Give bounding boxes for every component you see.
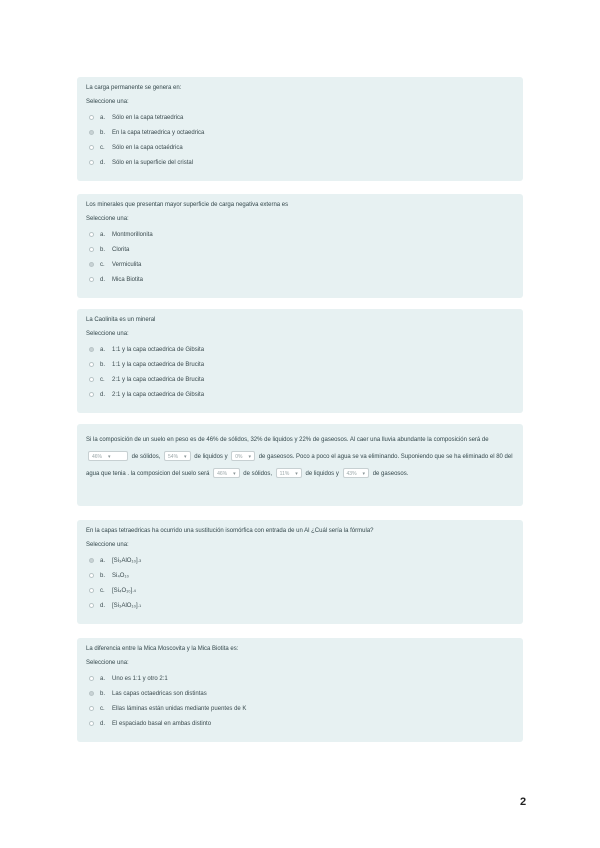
option-d[interactable]: d. 2:1 y la capa octaedrica de Gibsita (86, 387, 514, 402)
radio-button-selected[interactable] (89, 691, 94, 696)
chevron-down-icon: ▾ (233, 471, 236, 478)
option-d[interactable]: d. [Si₃AlO₁₀] -1 (86, 598, 514, 613)
page-number: 2 (520, 796, 527, 808)
option-c[interactable]: c. Vermiculita (86, 257, 514, 272)
question-text: La carga permanente se genera en: (86, 85, 182, 91)
question-card-1 (77, 77, 523, 181)
radio-button[interactable] (89, 160, 94, 165)
select-dropdown[interactable]: 43% ▾ (343, 468, 370, 478)
select-prompt: Seleccione una: (86, 99, 129, 105)
option-c[interactable]: c. Sólo en la capa octaédrica (86, 140, 514, 155)
option-c[interactable]: c. [Si₄O₁₀] -4 (86, 583, 514, 598)
radio-button[interactable] (89, 247, 94, 252)
question-card-4 (77, 424, 523, 506)
chevron-down-icon: ▾ (362, 471, 366, 478)
chevron-down-icon: ▾ (108, 454, 111, 461)
question-card-5 (77, 520, 523, 624)
radio-button[interactable] (89, 115, 94, 120)
radio-button-selected[interactable] (89, 262, 94, 267)
option-c[interactable]: c. Ellas láminas están unidas mediante puentes de K (86, 701, 514, 716)
select-prompt: Seleccione una: (86, 331, 129, 337)
option-c[interactable]: c. 2:1 y la capa octaedrica de Brucita (86, 372, 514, 387)
option-a[interactable]: a. Montmorillonita (86, 227, 514, 242)
radio-button-selected[interactable] (89, 130, 94, 135)
option-b[interactable]: b. 1:1 y la capa octaedrica de Brucita (86, 357, 514, 372)
radio-button[interactable] (89, 232, 94, 237)
radio-button[interactable] (89, 377, 94, 382)
question-text: La diferencia entre la Mica Moscovita y la Mica Biotita es: (86, 646, 239, 652)
select-prompt: Seleccione una: (86, 660, 129, 666)
select-prompt: Seleccione una: (86, 216, 129, 222)
radio-button[interactable] (89, 588, 94, 593)
option-b[interactable]: b. Si₄O₁₀ (86, 568, 514, 583)
option-b[interactable]: b. Las capas octaedricas son distintas (86, 686, 514, 701)
question-card-3 (77, 309, 523, 413)
radio-button[interactable] (89, 145, 94, 150)
option-d[interactable]: d. Mica Biotita (86, 272, 514, 287)
radio-button[interactable] (89, 573, 94, 578)
radio-button-selected[interactable] (89, 558, 94, 563)
option-a[interactable]: a. Uno es 1:1 y otro 2:1 (86, 671, 514, 686)
select-dropdown[interactable]: 46% ▾ (213, 468, 240, 478)
radio-button[interactable] (89, 721, 94, 726)
radio-button-selected[interactable] (89, 347, 94, 352)
question-text: En la capas tetraedricas ha ocurrido una sustitución isomórfica con entrada de un Al ¿Cuál sería la fórmula? (86, 528, 374, 534)
question-card-6 (77, 638, 523, 742)
select-prompt: Seleccione una: (86, 542, 129, 548)
chevron-down-icon: ▾ (295, 471, 298, 478)
radio-button[interactable] (89, 277, 94, 282)
radio-button[interactable] (89, 676, 94, 681)
radio-button[interactable] (89, 603, 94, 608)
chevron-down-icon: ▾ (184, 454, 187, 461)
question-card-2 (77, 194, 523, 298)
select-dropdown[interactable]: 11% ▾ (276, 468, 302, 478)
radio-button[interactable] (89, 362, 94, 367)
question-text: Los minerales que presentan mayor superficie de carga negativa externa es (86, 202, 289, 208)
option-a[interactable]: a. Sólo en la capa tetraedrica (86, 110, 514, 125)
select-dropdown[interactable]: 46% ▾ (88, 451, 128, 461)
option-a[interactable]: a. 1:1 y la capa octaedrica de Gibsita (86, 342, 514, 357)
option-d[interactable]: d. Sólo en la superficie del cristal (86, 155, 514, 170)
option-b[interactable]: b. En la capa tetraedrica y octaedrica (86, 125, 514, 140)
chevron-down-icon: ▾ (248, 454, 252, 461)
radio-button[interactable] (89, 706, 94, 711)
question-text: La Caolinita es un mineral (86, 317, 156, 323)
question-text: Si la composición de un suelo en peso es de 46% de sólidos, 32% de liquidos y 22% de gaseosos. Al caer una lluvia abundante la composición será de 46% ▾ de sólidos, 54% ▾ de liquidos y 0% ▾ de gaseosos. Poco a poco el agua se va eliminando. Suponiendo que se ha eliminado el 80 del agua que tenia . la composicion del suelo será 46% ▾ de sólidos, 11% ▾ de liquidos y 43% ▾ de gaseosos. (86, 437, 513, 478)
option-b[interactable]: b. Clorita (86, 242, 514, 257)
option-a[interactable]: a. [Si₃AlO₁₀] -3 (86, 553, 514, 568)
select-dropdown[interactable]: 0% ▾ (231, 451, 255, 461)
option-d[interactable]: d. El espaciado basal en ambas distinto (86, 716, 514, 731)
select-dropdown[interactable]: 54% ▾ (164, 451, 191, 461)
radio-button[interactable] (89, 392, 94, 397)
